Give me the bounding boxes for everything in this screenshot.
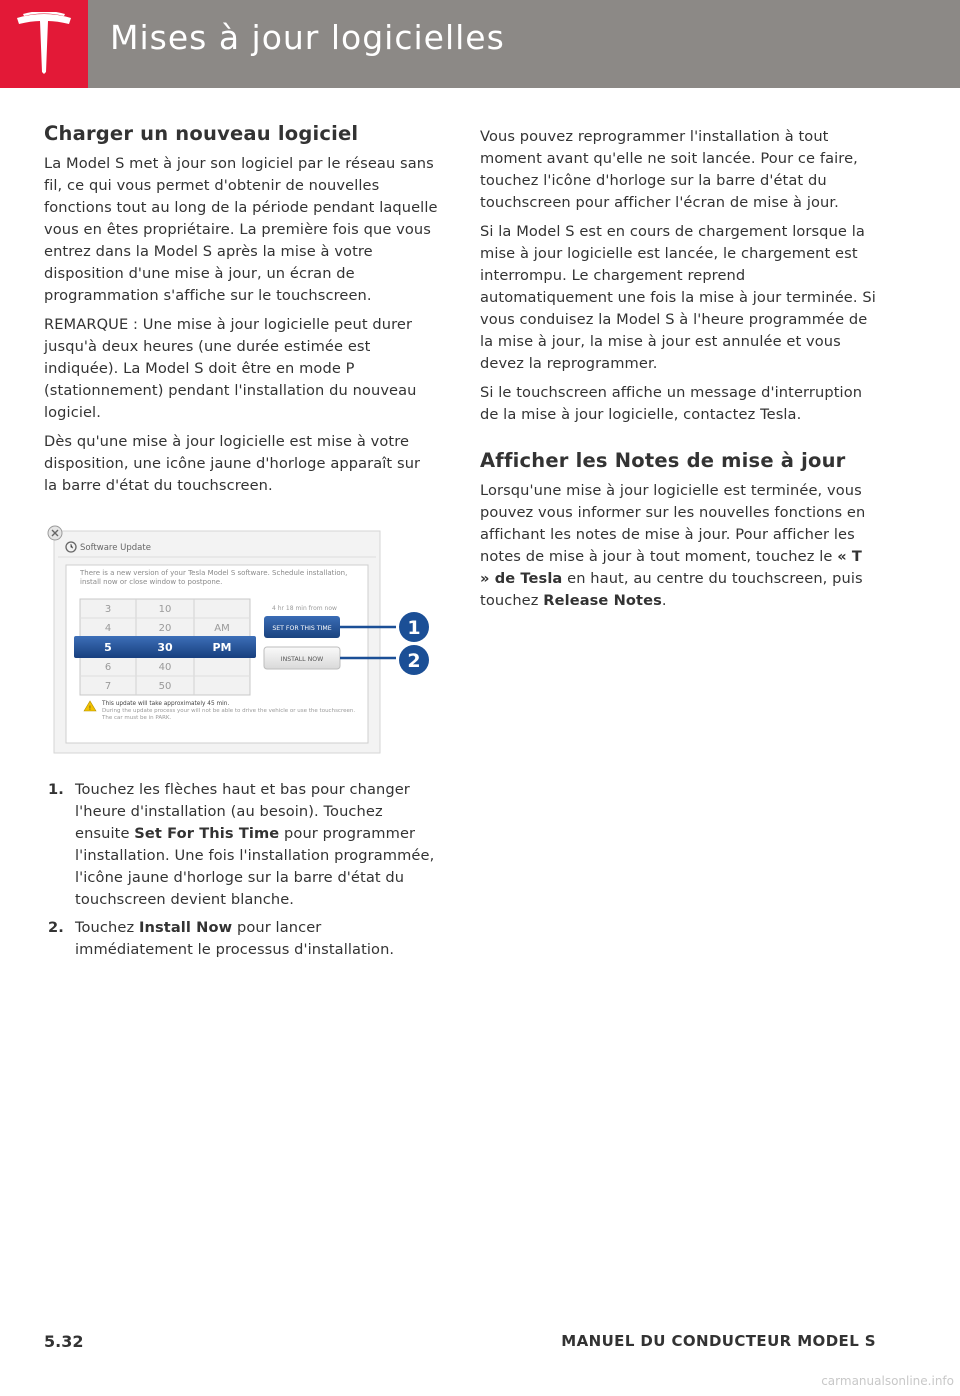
minute-option[interactable]: 40 xyxy=(158,662,172,673)
hour-option[interactable]: 5 xyxy=(104,641,112,654)
warning-title: This update will take approximately 45 min. xyxy=(102,701,230,707)
callout-1-number: 1 xyxy=(407,617,421,639)
page-header xyxy=(0,0,960,88)
note-paragraph: REMARQUE : Une mise à jour logicielle peut durer jusqu'à deux heures (une durée estimée est indiquée). La Model S doit être en mode P (stationnement) pendant l'installation du nouveau logiciel. xyxy=(44,316,417,421)
tesla-logo-box xyxy=(0,0,88,88)
set-for-this-time-label: SET FOR THIS TIME xyxy=(272,625,332,632)
step-bold: Set For This Time xyxy=(134,825,280,842)
manual-title: MANUEL DU CONDUCTEUR MODEL S xyxy=(561,1332,876,1350)
minute-option[interactable]: 20 xyxy=(158,623,172,634)
ampm-option[interactable]: AM xyxy=(214,623,230,634)
tesla-t-logo-icon xyxy=(15,12,73,74)
close-icon[interactable] xyxy=(48,526,62,540)
tesla-t-bold: « T » de Tesla xyxy=(480,548,862,587)
release-notes-bold: Release Notes xyxy=(543,592,662,609)
ampm-option[interactable]: PM xyxy=(212,641,232,654)
left-column xyxy=(44,122,438,967)
page-title: Mises à jour logicielles xyxy=(110,18,505,57)
dialog-message: There is a new version of your Tesla Model S software. Schedule installation, install now or close window to postpone. xyxy=(80,569,348,586)
duration-hint: 4 hr 18 min from now xyxy=(272,605,337,612)
paragraph: Dès qu'une mise à jour logicielle est mise à votre disposition, une icône jaune d'horloge apparaît sur la barre d'état du touchscreen. xyxy=(44,433,421,494)
warning-body: During the update process your will not be able to drive the vehicle or use the touchscreen. The car must be in PARK. xyxy=(102,708,356,721)
paragraph: Vous pouvez reprogrammer l'installation à tout moment avant qu'elle ne soit lancée. Pour ce faire, touchez l'icône d'horloge sur la barre d'état du touchscreen pour afficher l'écran de mise à jour. xyxy=(480,128,858,211)
minute-option[interactable]: 10 xyxy=(158,604,172,615)
paragraph: Lorsqu'une mise à jour logicielle est terminée, vous pouvez vous informer sur les nouvelles fonctions en affichant les notes de mise à jour. Pour afficher les notes de mise à jour à tout moment, touchez le « T » de Tesla en haut, au centre du touchscreen, puis touchez Release Notes. xyxy=(480,482,866,609)
steps-list xyxy=(44,779,438,961)
list-item xyxy=(44,779,438,911)
minute-option[interactable]: 30 xyxy=(157,641,173,654)
svg-text:!: ! xyxy=(88,705,92,712)
section-heading-release-notes: Afficher les Notes de mise à jour xyxy=(480,449,846,472)
paragraph: Si le touchscreen affiche un message d'interruption de la mise à jour logicielle, contactez Tesla. xyxy=(480,384,863,423)
dialog-title: Software Update xyxy=(80,543,151,553)
step-bold: Install Now xyxy=(138,919,233,936)
hour-option[interactable]: 7 xyxy=(104,681,112,692)
paragraph: La Model S met à jour son logiciel par le réseau sans fil, ce qui vous permet d'obtenir de nouvelles fonctions tout au long de la période pendant laquelle vous en êtes propriétaire. La première fois que vous entrez dans la Model S après la mise à votre disposition d'une mise à jour, un écran de programmation s'affiche sur le touchscreen. xyxy=(44,155,438,304)
minute-option[interactable]: 50 xyxy=(158,681,172,692)
step-text: pour lancer immédiatement le processus d'installation. xyxy=(75,919,395,958)
section-heading-load-software: Charger un nouveau logiciel xyxy=(44,122,359,145)
install-now-label: INSTALL NOW xyxy=(280,656,324,663)
callout-2-number: 2 xyxy=(407,650,421,672)
page-number: 5.32 xyxy=(44,1332,84,1351)
paragraph: Si la Model S est en cours de chargement lorsque la mise à jour logicielle est lancée, le chargement est interrompu. Le chargement reprend automatiquement une fois la mise à jour terminée. Si vous conduisez la Model S à l'heure programmée de la mise à jour, la mise à jour est annulée et vous devez la reprogrammer. xyxy=(480,223,876,372)
software-update-screenshot xyxy=(44,519,434,759)
list-item xyxy=(44,917,438,961)
right-column xyxy=(480,126,876,619)
hour-option[interactable]: 4 xyxy=(104,623,112,634)
step-text: Touchez xyxy=(75,919,139,936)
step-number: 2. xyxy=(48,919,64,936)
step-number: 1. xyxy=(48,781,64,798)
step-text: Touchez les flèches haut et bas pour changer l'heure d'installation (au besoin). Touchez ensuite xyxy=(75,781,410,842)
hour-option[interactable]: 3 xyxy=(104,604,112,615)
step-text: pour programmer l'installation. Une fois l'installation programmée, l'icône jaune d'horloge sur la barre d'état du touchscreen devient blanche. xyxy=(75,825,435,908)
watermark: carmanualsonline.info xyxy=(821,1374,954,1388)
hour-option[interactable]: 6 xyxy=(104,662,112,673)
